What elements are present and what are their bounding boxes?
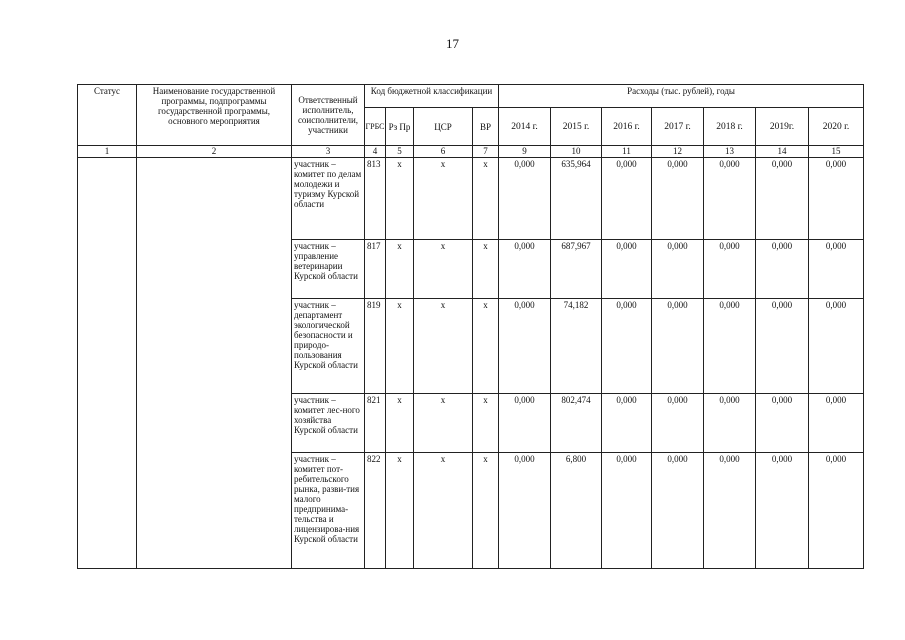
executor-cell: участник – управление ветеринарии Курской области: [292, 240, 365, 299]
header-year: 2014 г.: [499, 108, 551, 146]
value-cell: 0,000: [704, 394, 756, 453]
column-number: 7: [473, 146, 499, 158]
value-cell: 0,000: [602, 453, 652, 569]
value-cell: 0,000: [602, 394, 652, 453]
header-row-1: [78, 85, 864, 108]
csr-cell: х: [414, 299, 473, 394]
column-number: 5: [386, 146, 414, 158]
header-expenses: Расходы (тыс. рублей), годы: [499, 85, 864, 108]
csr-cell: х: [414, 158, 473, 240]
value-cell: 0,000: [756, 299, 809, 394]
executor-cell: участник – комитет лес-ного хозяйства Курской области: [292, 394, 365, 453]
value-cell: 0,000: [499, 453, 551, 569]
header-year: 2017 г.: [652, 108, 704, 146]
value-cell: 687,967: [551, 240, 602, 299]
value-cell: 0,000: [809, 453, 864, 569]
value-cell: 0,000: [499, 158, 551, 240]
header-year: 2020 г.: [809, 108, 864, 146]
budget-table: [77, 84, 864, 569]
value-cell: 0,000: [652, 394, 704, 453]
column-number: 14: [756, 146, 809, 158]
header-year: 2018 г.: [704, 108, 756, 146]
grbs-cell: 819: [365, 299, 386, 394]
header-vr: ВР: [473, 108, 499, 146]
program-name-cell: [137, 158, 292, 569]
value-cell: 0,000: [652, 158, 704, 240]
value-cell: 0,000: [602, 299, 652, 394]
header-program-name: Наименование государственной программы, подпрограммы государственной программы, основного мероприятия: [137, 85, 292, 146]
header-rzpr: Рз Пр: [386, 108, 414, 146]
header-executor: Ответственный исполнитель, соисполнители, участники: [292, 85, 365, 146]
value-cell: 6,800: [551, 453, 602, 569]
column-number: 3: [292, 146, 365, 158]
value-cell: 802,474: [551, 394, 602, 453]
rzpr-cell: х: [386, 158, 414, 240]
executor-cell: участник – комитет по делам молодежи и туризму Курской области: [292, 158, 365, 240]
rzpr-cell: х: [386, 453, 414, 569]
executor-cell: участник – департамент экологической безопасности и природо-пользования Курской области: [292, 299, 365, 394]
value-cell: 0,000: [499, 394, 551, 453]
header-year: 2016 г.: [602, 108, 652, 146]
column-number: 4: [365, 146, 386, 158]
header-budget-code: Код бюджетной классификации: [365, 85, 499, 108]
value-cell: 0,000: [652, 240, 704, 299]
header-year: 2015 г.: [551, 108, 602, 146]
vr-cell: х: [473, 158, 499, 240]
grbs-cell: 821: [365, 394, 386, 453]
column-number: 6: [414, 146, 473, 158]
column-number: 12: [652, 146, 704, 158]
value-cell: 0,000: [756, 394, 809, 453]
rzpr-cell: х: [386, 299, 414, 394]
csr-cell: х: [414, 394, 473, 453]
vr-cell: х: [473, 453, 499, 569]
column-number: 15: [809, 146, 864, 158]
executor-cell: участник – комитет пот-ребительского рынка, разви-тия малого предпринима-тельства и лицензирова-ния Курской области: [292, 453, 365, 569]
table-row: [78, 158, 864, 240]
rzpr-cell: х: [386, 240, 414, 299]
header-csr: ЦСР: [414, 108, 473, 146]
column-number-row: [78, 146, 864, 158]
value-cell: 0,000: [809, 299, 864, 394]
value-cell: 0,000: [652, 299, 704, 394]
value-cell: 0,000: [704, 158, 756, 240]
page-number: 17: [446, 36, 459, 51]
grbs-cell: 817: [365, 240, 386, 299]
vr-cell: х: [473, 394, 499, 453]
column-number: 1: [78, 146, 137, 158]
header-status: Статус: [78, 85, 137, 146]
value-cell: 0,000: [499, 299, 551, 394]
value-cell: 0,000: [704, 453, 756, 569]
column-number: 9: [499, 146, 551, 158]
csr-cell: х: [414, 453, 473, 569]
value-cell: 0,000: [809, 158, 864, 240]
column-number: 11: [602, 146, 652, 158]
csr-cell: х: [414, 240, 473, 299]
grbs-cell: 822: [365, 453, 386, 569]
value-cell: 0,000: [756, 158, 809, 240]
value-cell: 0,000: [499, 240, 551, 299]
value-cell: 74,182: [551, 299, 602, 394]
header-year: 2019г.: [756, 108, 809, 146]
value-cell: 0,000: [704, 240, 756, 299]
value-cell: 635,964: [551, 158, 602, 240]
vr-cell: х: [473, 299, 499, 394]
column-number: 13: [704, 146, 756, 158]
value-cell: 0,000: [704, 299, 756, 394]
value-cell: 0,000: [809, 394, 864, 453]
status-cell: [78, 158, 137, 569]
value-cell: 0,000: [809, 240, 864, 299]
header-grbs: ГРБС: [365, 108, 386, 146]
value-cell: 0,000: [602, 240, 652, 299]
rzpr-cell: х: [386, 394, 414, 453]
column-number: 2: [137, 146, 292, 158]
value-cell: 0,000: [756, 453, 809, 569]
vr-cell: х: [473, 240, 499, 299]
value-cell: 0,000: [602, 158, 652, 240]
value-cell: 0,000: [756, 240, 809, 299]
value-cell: 0,000: [652, 453, 704, 569]
column-number: 10: [551, 146, 602, 158]
grbs-cell: 813: [365, 158, 386, 240]
